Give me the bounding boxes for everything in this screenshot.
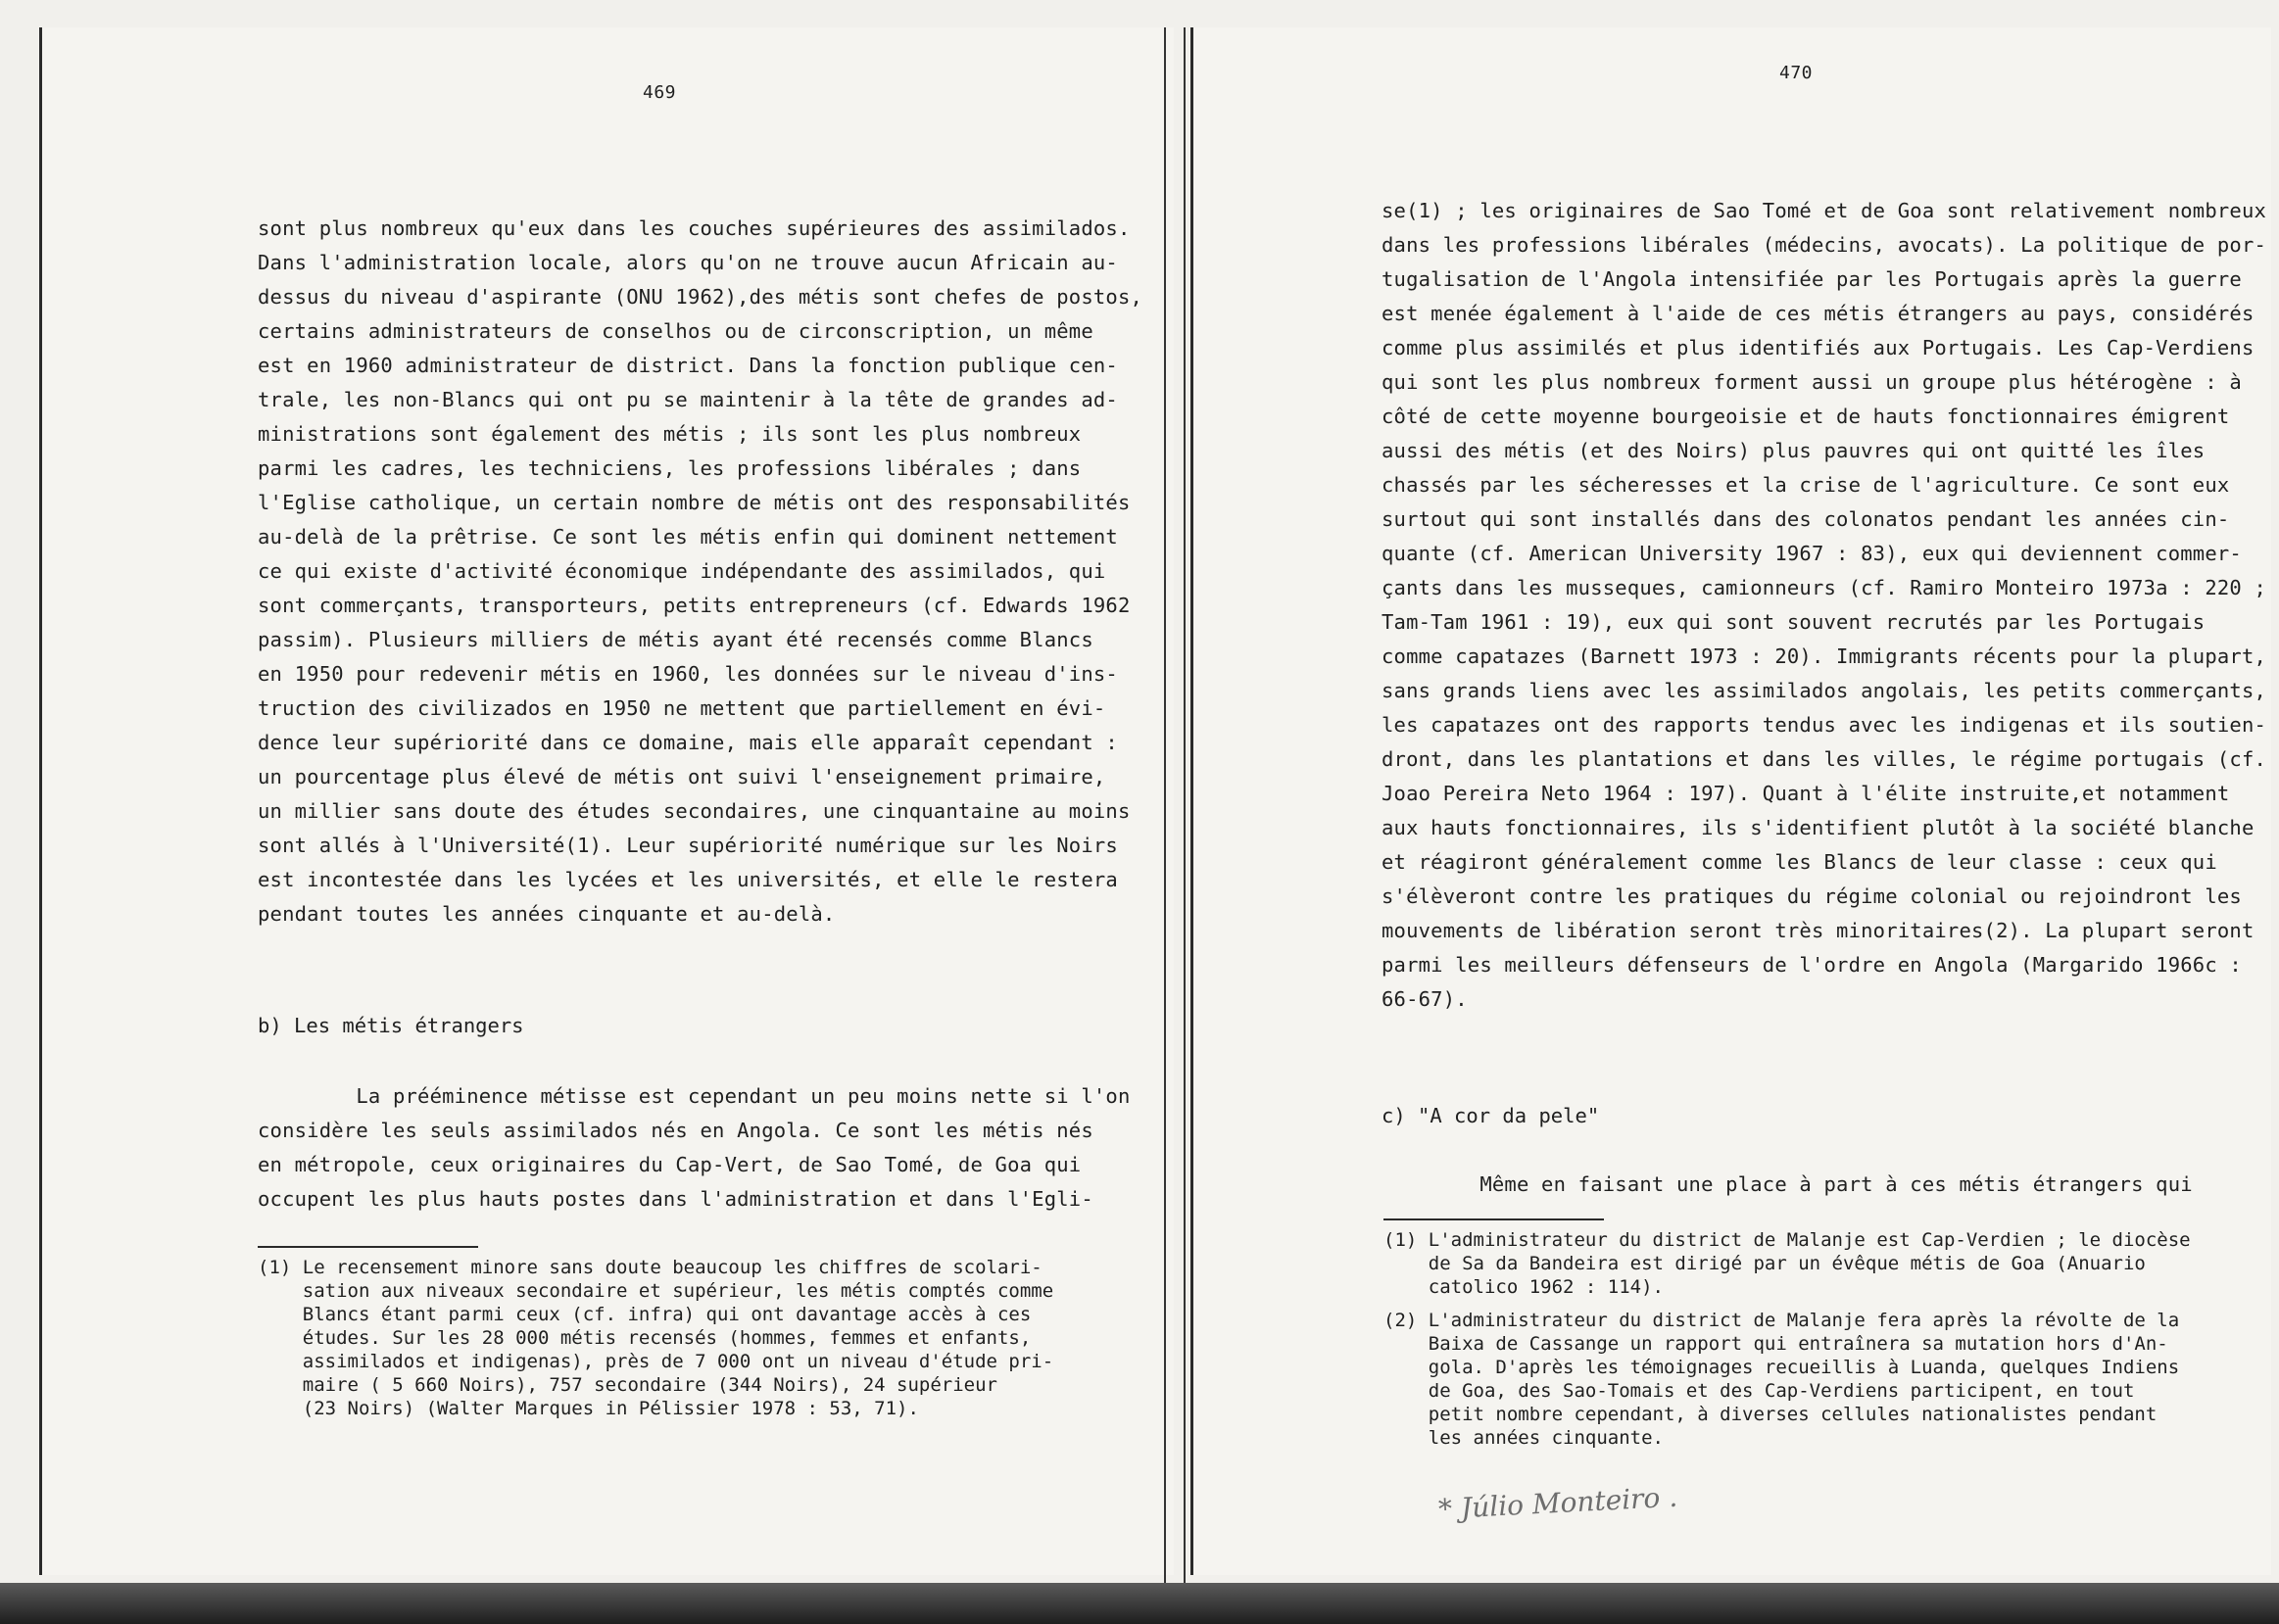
- text-line: dans les professions libérales (médecins, avocats). La politique de por-: [1382, 233, 2267, 257]
- footnote-line: petit nombre cependant, à diverses cellules nationalistes pendant: [1383, 1404, 2158, 1425]
- gutter-line-left: [1164, 27, 1166, 1585]
- left-paragraph-2: [258, 1079, 1131, 1217]
- text-line: en métropole, ceux originaires du Cap-Vert, de Sao Tomé, de Goa qui: [258, 1153, 1082, 1176]
- footnote-line: études. Sur les 28 000 métis recensés (hommes, femmes et enfants,: [258, 1327, 1032, 1349]
- text-line: au-delà de la prêtrise. Ce sont les métis enfin qui dominent nettement: [258, 525, 1118, 549]
- footnote-line: maire ( 5 660 Noirs), 757 secondaire (344 Noirs), 24 supérieur: [258, 1374, 997, 1396]
- text-line: s'élèveront contre les pratiques du régime colonial ou rejoindront les: [1382, 884, 2242, 908]
- footnote-line: sation aux niveaux secondaire et supérieur, les métis comptés comme: [258, 1280, 1054, 1302]
- text-line: ce qui existe d'activité économique indépendante des assimilados, qui: [258, 559, 1106, 583]
- text-line: l'Eglise catholique, un certain nombre de métis ont des responsabilités: [258, 491, 1131, 514]
- text-line: sont allés à l'Université(1). Leur supériorité numérique sur les Noirs: [258, 834, 1118, 857]
- footnote-line: Blancs étant parmi ceux (cf. infra) qui ont davantage accès à ces: [258, 1304, 1032, 1325]
- footnote-line: gola. D'après les témoignages recueillis à Luanda, quelques Indiens: [1383, 1357, 2180, 1378]
- right-section-heading: c) "A cor da pele": [1382, 1104, 1600, 1127]
- text-line: est en 1960 administrateur de district. Dans la fonction publique cen-: [258, 354, 1118, 377]
- right-footnote-rule: [1383, 1218, 1604, 1220]
- text-line: est menée également à l'aide de ces métis étrangers au pays, considérés: [1382, 302, 2255, 325]
- text-line: se(1) ; les originaires de Sao Tomé et de Goa sont relativement nombreux: [1382, 199, 2267, 222]
- text-line: Joao Pereira Neto 1964 : 197). Quant à l'élite instruite,et notamment: [1382, 782, 2230, 805]
- text-line: truction des civilizados en 1950 ne mettent que partiellement en évi-: [258, 696, 1106, 720]
- text-line: certains administrateurs de conselhos ou de circonscription, un même: [258, 319, 1093, 343]
- text-line: tugalisation de l'Angola intensifiée par les Portugais après la guerre: [1382, 267, 2242, 291]
- footnote-line: assimilados et indigenas), près de 7 000 ont un niveau d'étude pri-: [258, 1351, 1054, 1372]
- footnote-line: de Sa da Bandeira est dirigé par un évêque métis de Goa (Anuario: [1383, 1253, 2146, 1274]
- footnote-line: (23 Noirs) (Walter Marques in Pélissier 1978 : 53, 71).: [258, 1398, 919, 1419]
- text-line: sans grands liens avec les assimilados angolais, les petits commerçants,: [1382, 679, 2267, 702]
- text-line: un millier sans doute des études secondaires, une cinquantaine au moins: [258, 799, 1131, 823]
- right-paragraph-1: [1382, 194, 2266, 1017]
- text-line: aux hauts fonctionnaires, ils s'identifient plutôt à la société blanche: [1382, 816, 2255, 839]
- text-line: dence leur supériorité dans ce domaine, mais elle apparaît cependant :: [258, 731, 1118, 754]
- text-line: parmi les cadres, les techniciens, les professions libérales ; dans: [258, 456, 1082, 480]
- text-line: dront, dans les plantations et dans les villes, le régime portugais (cf.: [1382, 747, 2267, 771]
- text-line: sont commerçants, transporteurs, petits entrepreneurs (cf. Edwards 1962: [258, 594, 1131, 617]
- text-line: quante (cf. American University 1967 : 83), eux qui deviennent commer-: [1382, 542, 2242, 565]
- text-line: chassés par les sécheresses et la crise de l'agriculture. Ce sont eux: [1382, 473, 2230, 497]
- left-section-heading: b) Les métis étrangers: [258, 1014, 524, 1037]
- text-line: dessus du niveau d'aspirante (ONU 1962),des métis sont chefes de postos,: [258, 285, 1143, 309]
- footnote-line: les années cinquante.: [1383, 1427, 1664, 1449]
- right-paragraph-2: [1382, 1168, 2193, 1202]
- right-page-number: 470: [1779, 63, 1814, 83]
- scanner-bottom-edge: [0, 1583, 2279, 1624]
- text-line: Dans l'administration locale, alors qu'on ne trouve aucun Africain au-: [258, 251, 1118, 274]
- left-paragraph-1: [258, 212, 1142, 931]
- text-line: en 1950 pour redevenir métis en 1960, les données sur le niveau d'ins-: [258, 662, 1118, 686]
- text-line: côté de cette moyenne bourgeoisie et de hauts fonctionnaires émigrent: [1382, 405, 2230, 428]
- text-line: et réagiront généralement comme les Blancs de leur classe : ceux qui: [1382, 850, 2217, 874]
- footnote-line: de Goa, des Sao-Tomais et des Cap-Verdiens participent, en tout: [1383, 1380, 2135, 1402]
- text-line: trale, les non-Blancs qui ont pu se maintenir à la tête de grandes ad-: [258, 388, 1118, 411]
- footnote-line: Baixa de Cassange un rapport qui entraînera sa mutation hors d'An-: [1383, 1333, 2168, 1355]
- left-page: [39, 27, 1174, 1575]
- right-footnote-2: [1383, 1309, 2179, 1450]
- gutter-line-right: [1184, 27, 1186, 1585]
- text-line: occupent les plus hauts postes dans l'administration et dans l'Egli-: [258, 1187, 1093, 1211]
- left-footnote-rule: [258, 1246, 478, 1248]
- footnote-line: (1) L'administrateur du district de Malanje est Cap-Verdien ; le diocèse: [1383, 1229, 2191, 1251]
- text-line: les capatazes ont des rapports tendus avec les indigenas et ils soutien-: [1382, 713, 2267, 737]
- text-line: comme capatazes (Barnett 1973 : 20). Immigrants récents pour la plupart,: [1382, 645, 2267, 668]
- text-line: pendant toutes les années cinquante et au-delà.: [258, 902, 836, 926]
- text-line: mouvements de libération seront très minoritaires(2). La plupart seront: [1382, 919, 2255, 942]
- left-page-number: 469: [643, 82, 677, 103]
- text-line: ministrations sont également des métis ; ils sont les plus nombreux: [258, 422, 1082, 446]
- footnote-line: catolico 1962 : 114).: [1383, 1276, 1664, 1298]
- left-footnote-1: [258, 1256, 1053, 1420]
- text-line: aussi des métis (et des Noirs) plus pauvres qui ont quitté les îles: [1382, 439, 2206, 462]
- text-line: Tam-Tam 1961 : 19), eux qui sont souvent recrutés par les Portugais: [1382, 610, 2206, 634]
- text-line: sont plus nombreux qu'eux dans les couches supérieures des assimilados.: [258, 216, 1131, 240]
- text-line: surtout qui sont installés dans des colonatos pendant les années cin-: [1382, 507, 2230, 531]
- right-footnote-1: [1383, 1228, 2191, 1299]
- text-line: La prééminence métisse est cependant un peu moins nette si l'on: [258, 1084, 1131, 1108]
- text-line: 66-67).: [1382, 987, 1468, 1011]
- text-line: un pourcentage plus élevé de métis ont suivi l'enseignement primaire,: [258, 765, 1106, 788]
- right-page: [1190, 27, 2271, 1575]
- text-line: passim). Plusieurs milliers de métis ayant été recensés comme Blancs: [258, 628, 1093, 651]
- handwritten-annotation: * Júlio Monteiro .: [1437, 1480, 1678, 1526]
- text-line: qui sont les plus nombreux forment aussi un groupe plus hétérogène : à: [1382, 370, 2242, 394]
- footnote-line: (1) Le recensement minore sans doute beaucoup les chiffres de scolari-: [258, 1257, 1043, 1278]
- text-line: est incontestée dans les lycées et les universités, et elle le restera: [258, 868, 1118, 891]
- footnote-line: (2) L'administrateur du district de Malanje fera après la révolte de la: [1383, 1310, 2180, 1331]
- text-line: considère les seuls assimilados nés en Angola. Ce sont les métis nés: [258, 1119, 1093, 1142]
- text-line: comme plus assimilés et plus identifiés aux Portugais. Les Cap-Verdiens: [1382, 336, 2255, 359]
- text-line: Même en faisant une place à part à ces métis étrangers qui: [1382, 1172, 2193, 1196]
- text-line: parmi les meilleurs défenseurs de l'ordre en Angola (Margarido 1966c :: [1382, 953, 2242, 977]
- text-line: çants dans les musseques, camionneurs (cf. Ramiro Monteiro 1973a : 220 ;: [1382, 576, 2267, 599]
